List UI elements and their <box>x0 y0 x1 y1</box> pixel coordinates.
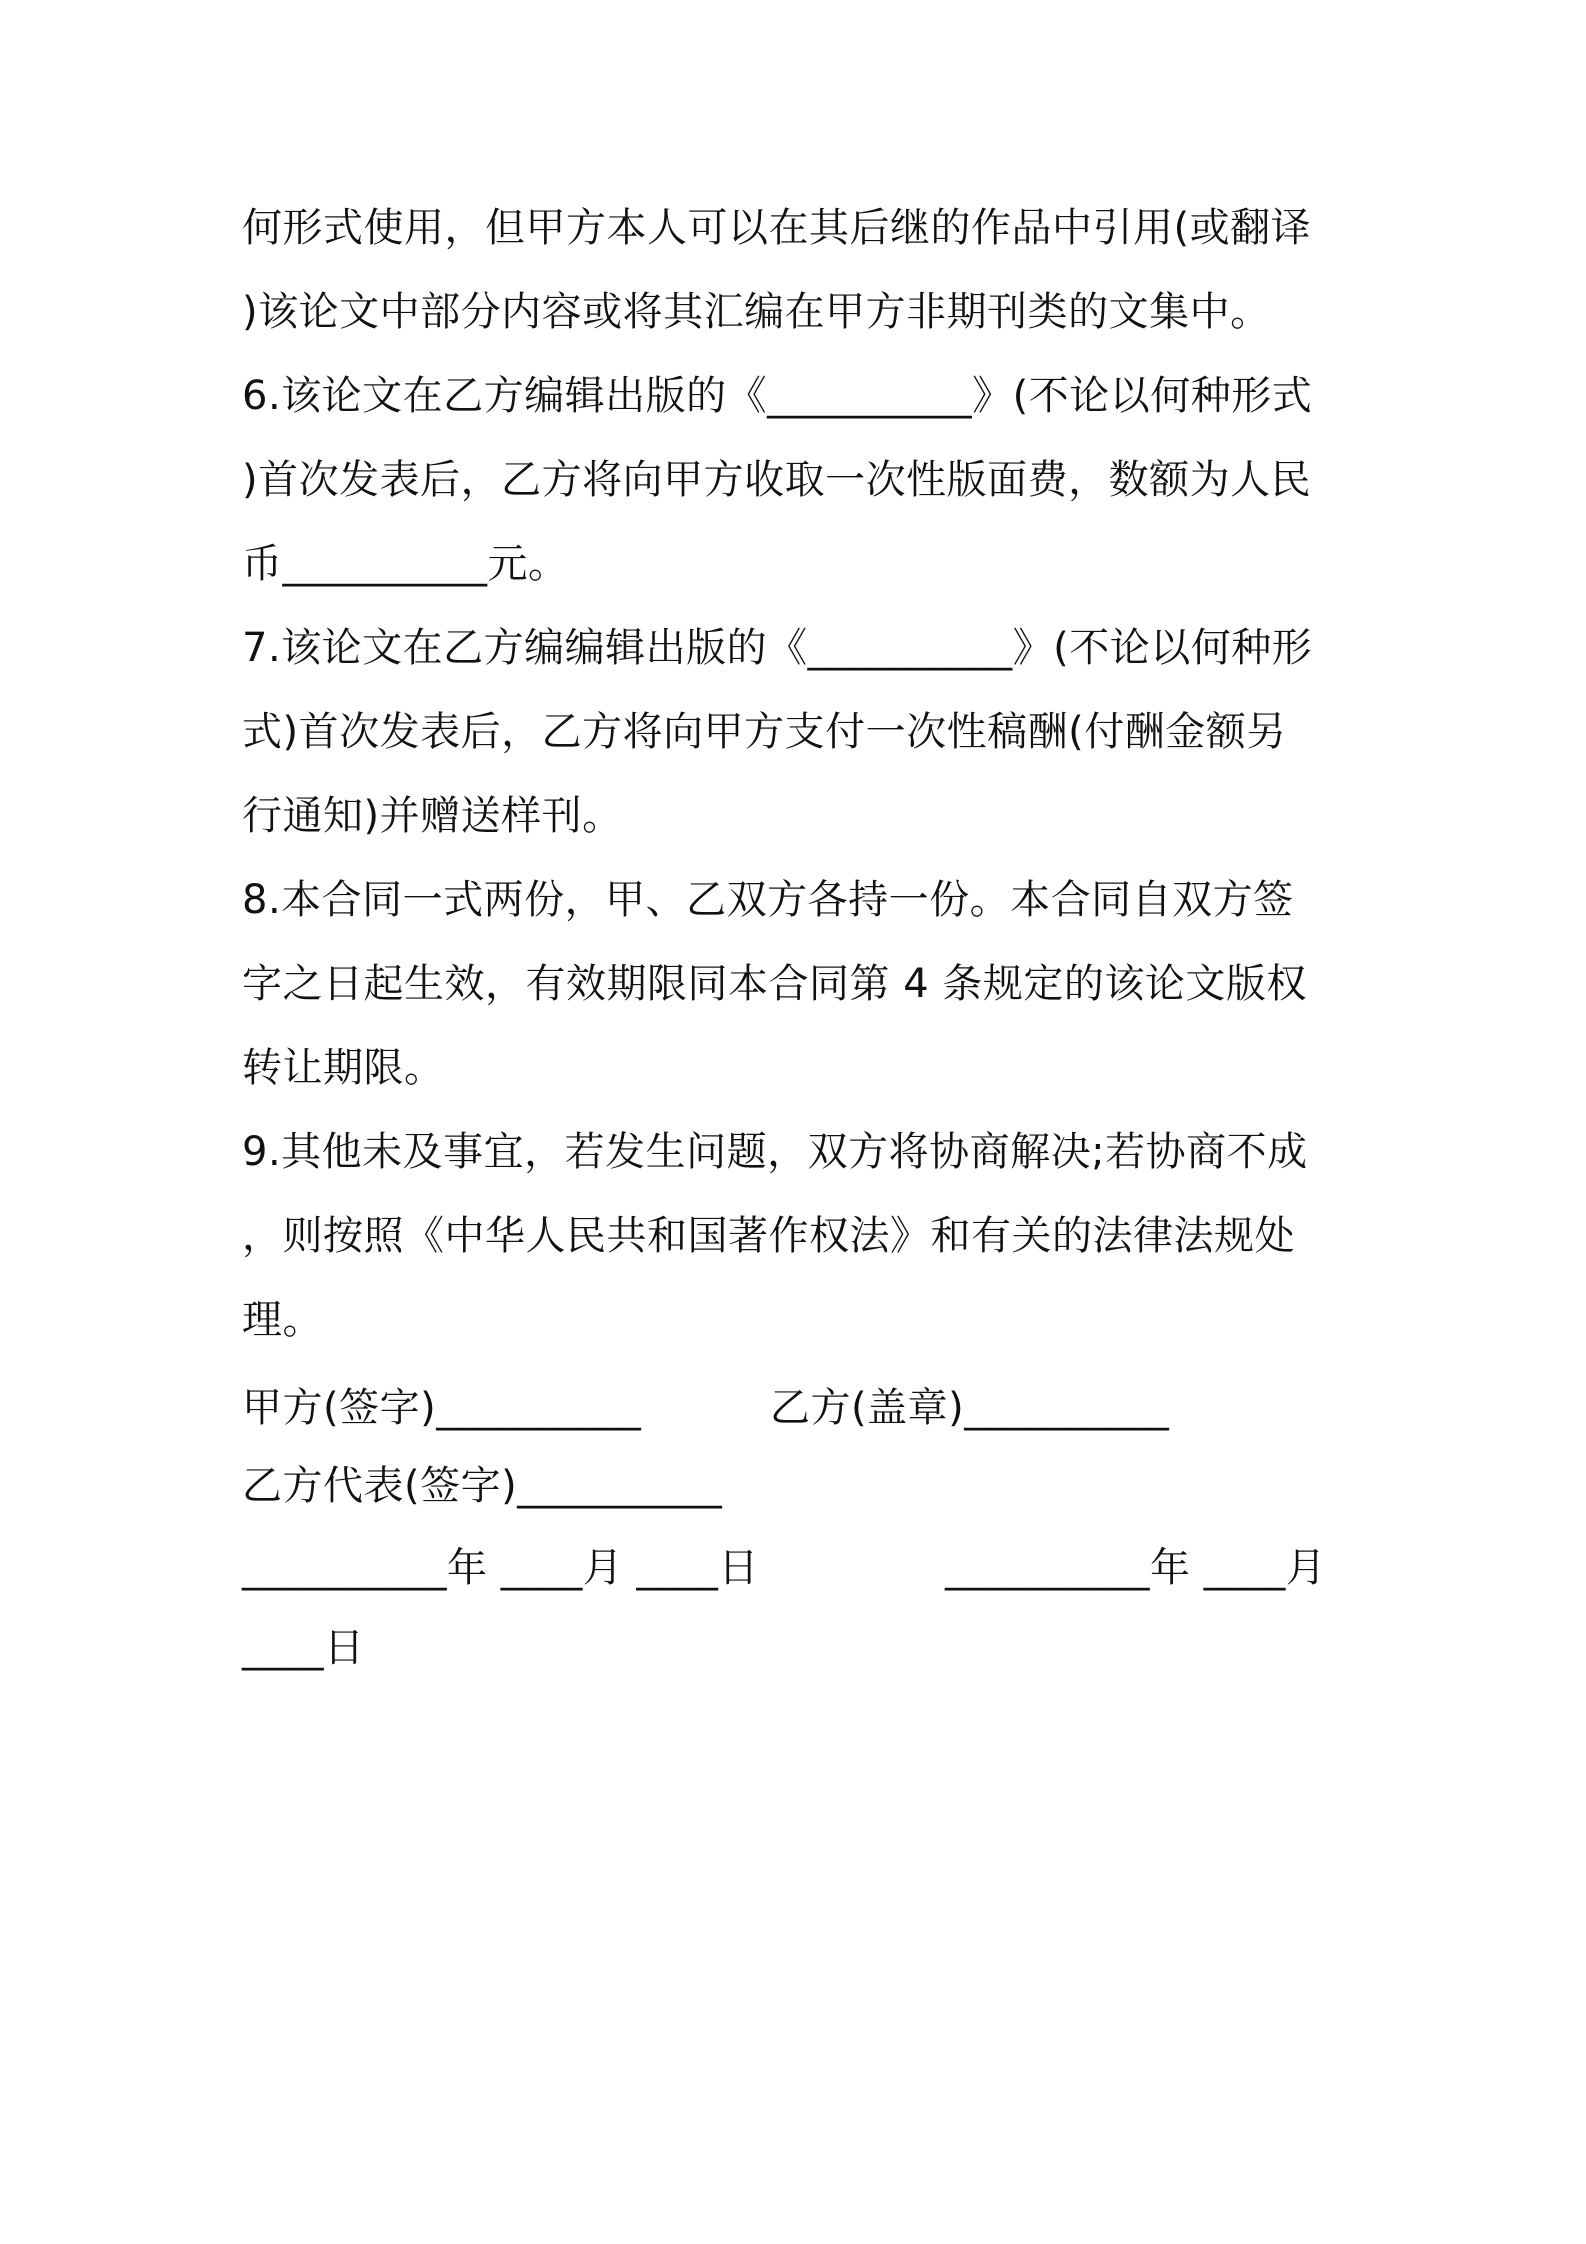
clause-8-line: 8.本合同一式两份，甲、乙双方各持一份。本合同自双方签 <box>242 877 1294 923</box>
text-line: 行通知)并赠送样刊。 <box>242 793 623 839</box>
text-line: 转让期限。 <box>242 1045 445 1091</box>
text-line: ，则按照《中华人民共和国著作权法》和有关的法律法规处 <box>242 1213 1295 1259</box>
text-line: 何形式使用，但甲方本人可以在其后继的作品中引用(或翻译 <box>242 205 1312 251</box>
party-b-date: __________年 ____月 <box>945 1545 1327 1591</box>
text-line: 式)首次发表后，乙方将向甲方支付一次性稿酬(付酬金额另 <box>242 709 1287 755</box>
party-b-seal: 乙方(盖章)__________ <box>770 1385 1170 1431</box>
party-b-date-day: ____日 <box>242 1625 365 1671</box>
text-line: 理。 <box>242 1297 323 1343</box>
party-b-representative-signature: 乙方代表(签字)__________ <box>242 1463 723 1509</box>
clause-6-line: 6.该论文在乙方编辑出版的《__________》(不论以何种形式 <box>242 373 1313 419</box>
party-a-date: __________年 ____月 ____日 <box>242 1545 759 1591</box>
text-line: )首次发表后，乙方将向甲方收取一次性版面费，数额为人民 <box>242 457 1312 503</box>
text-line: 字之日起生效，有效期限同本合同第 4 条规定的该论文版权 <box>242 961 1307 1007</box>
party-a-signature: 甲方(签字)__________ <box>242 1385 642 1431</box>
text-line: )该论文中部分内容或将其汇编在甲方非期刊类的文集中。 <box>242 289 1271 335</box>
text-line: 币__________元。 <box>242 541 569 587</box>
clause-9-line: 9.其他未及事宜，若发生问题，双方将协商解决;若协商不成 <box>242 1129 1308 1175</box>
clause-7-line: 7.该论文在乙方编编辑出版的《__________》(不论以何种形 <box>242 625 1313 671</box>
